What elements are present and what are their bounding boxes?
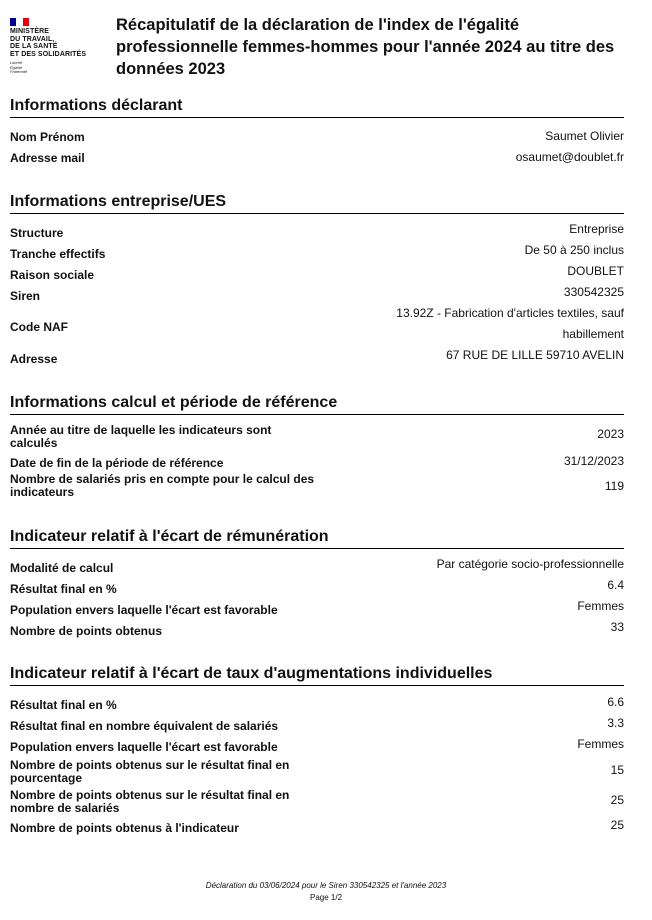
field-value: De 50 à 250 inclus: [524, 243, 624, 257]
field-value: Femmes: [577, 737, 624, 751]
section-heading: Indicateur relatif à l'écart de taux d'augmentations individuelles: [10, 664, 624, 686]
field-label: Nombre de salariés pris en compte pour le calcul des indicateurs: [10, 472, 315, 499]
field-label: Nombre de points obtenus sur le résultat final en nombre de salariés: [10, 788, 290, 815]
ministry-line: ET DES SOLIDARITÉS: [10, 50, 87, 58]
field-value: 6.6: [607, 695, 624, 709]
ministry-logo: [10, 18, 105, 75]
field-value: 330542325: [563, 285, 624, 299]
field-value: Saumet Olivier: [545, 129, 624, 143]
field-label: Année au titre de laquelle les indicateurs sont calculés: [10, 423, 272, 450]
french-flag-icon: [10, 18, 29, 26]
field-label: Structure: [10, 226, 64, 240]
field-label: Population envers laquelle l'écart est favorable: [10, 603, 278, 617]
field-label: Nombre de points obtenus: [10, 624, 163, 638]
field-label: Siren: [10, 289, 41, 303]
section-declarant: [10, 96, 624, 118]
field-value: 3.3: [607, 716, 624, 730]
field-value: 31/12/2023: [563, 454, 624, 468]
page-number: Page 1/2: [309, 893, 343, 902]
field-value: 13.92Z - Fabrication d'articles textiles, sauf habillement: [396, 306, 624, 341]
field-label: Nombre de points obtenus à l'indicateur: [10, 821, 239, 835]
motto-line: Fraternité: [10, 69, 28, 74]
ministry-line: DU TRAVAIL,: [10, 35, 55, 43]
field-value: Entreprise: [569, 222, 624, 236]
republic-motto: [10, 61, 105, 75]
field-label: Adresse: [10, 352, 58, 366]
field-label: Code NAF: [10, 320, 68, 334]
section-augmentations: [10, 664, 624, 686]
field-value: DOUBLET: [567, 264, 624, 278]
field-label: Résultat final en %: [10, 698, 117, 712]
field-value: 33: [610, 620, 624, 634]
section-heading: Informations entreprise/UES: [10, 192, 624, 214]
field-value: osaumet@doublet.fr: [515, 150, 624, 164]
field-label: Date de fin de la période de référence: [10, 456, 224, 470]
motto-line: Liberté: [10, 60, 23, 65]
ministry-name: [10, 28, 105, 58]
field-value: 67 RUE DE LILLE 59710 AVELIN: [446, 348, 624, 362]
field-label: Adresse mail: [10, 151, 85, 165]
field-value: 15: [610, 763, 624, 777]
field-value: 2023: [597, 427, 624, 441]
motto-line: Égalité: [10, 64, 23, 70]
section-heading: Informations calcul et période de référence: [10, 393, 624, 415]
field-value: 25: [610, 818, 624, 832]
field-value: 119: [604, 479, 624, 493]
section-entreprise: [10, 192, 624, 214]
section-remuneration: [10, 527, 624, 549]
field-value: Par catégorie socio-professionnelle: [436, 557, 624, 571]
field-label: Tranche effectifs: [10, 247, 106, 261]
field-label: Résultat final en nombre équivalent de salariés: [10, 719, 279, 733]
field-label: Population envers laquelle l'écart est favorable: [10, 740, 278, 754]
section-heading: Informations déclarant: [10, 96, 624, 118]
field-label: Modalité de calcul: [10, 561, 114, 575]
document-title: Récapitulatif de la déclaration de l'index de l'égalité professionnelle femmes-hommes pour l'année 2024 au titre des données 2023: [116, 16, 615, 78]
field-label: Nombre de points obtenus sur le résultat final en pourcentage: [10, 758, 290, 785]
ministry-line: MINISTÈRE: [10, 28, 50, 35]
field-label: Résultat final en %: [10, 582, 117, 596]
field-value: Femmes: [577, 599, 624, 613]
field-value: 6.4: [607, 578, 624, 592]
declaration-note: Déclaration du 03/06/2024 pour le Siren 330542325 et l'année 2023: [205, 881, 447, 890]
field-label: Nom Prénom: [10, 130, 85, 144]
field-value: 25: [610, 793, 624, 807]
page-footer: [0, 880, 652, 904]
field-label: Raison sociale: [10, 268, 95, 282]
section-calcul: [10, 393, 624, 415]
ministry-line: DE LA SANTÉ: [10, 43, 58, 50]
section-heading: Indicateur relatif à l'écart de rémunération: [10, 527, 624, 549]
